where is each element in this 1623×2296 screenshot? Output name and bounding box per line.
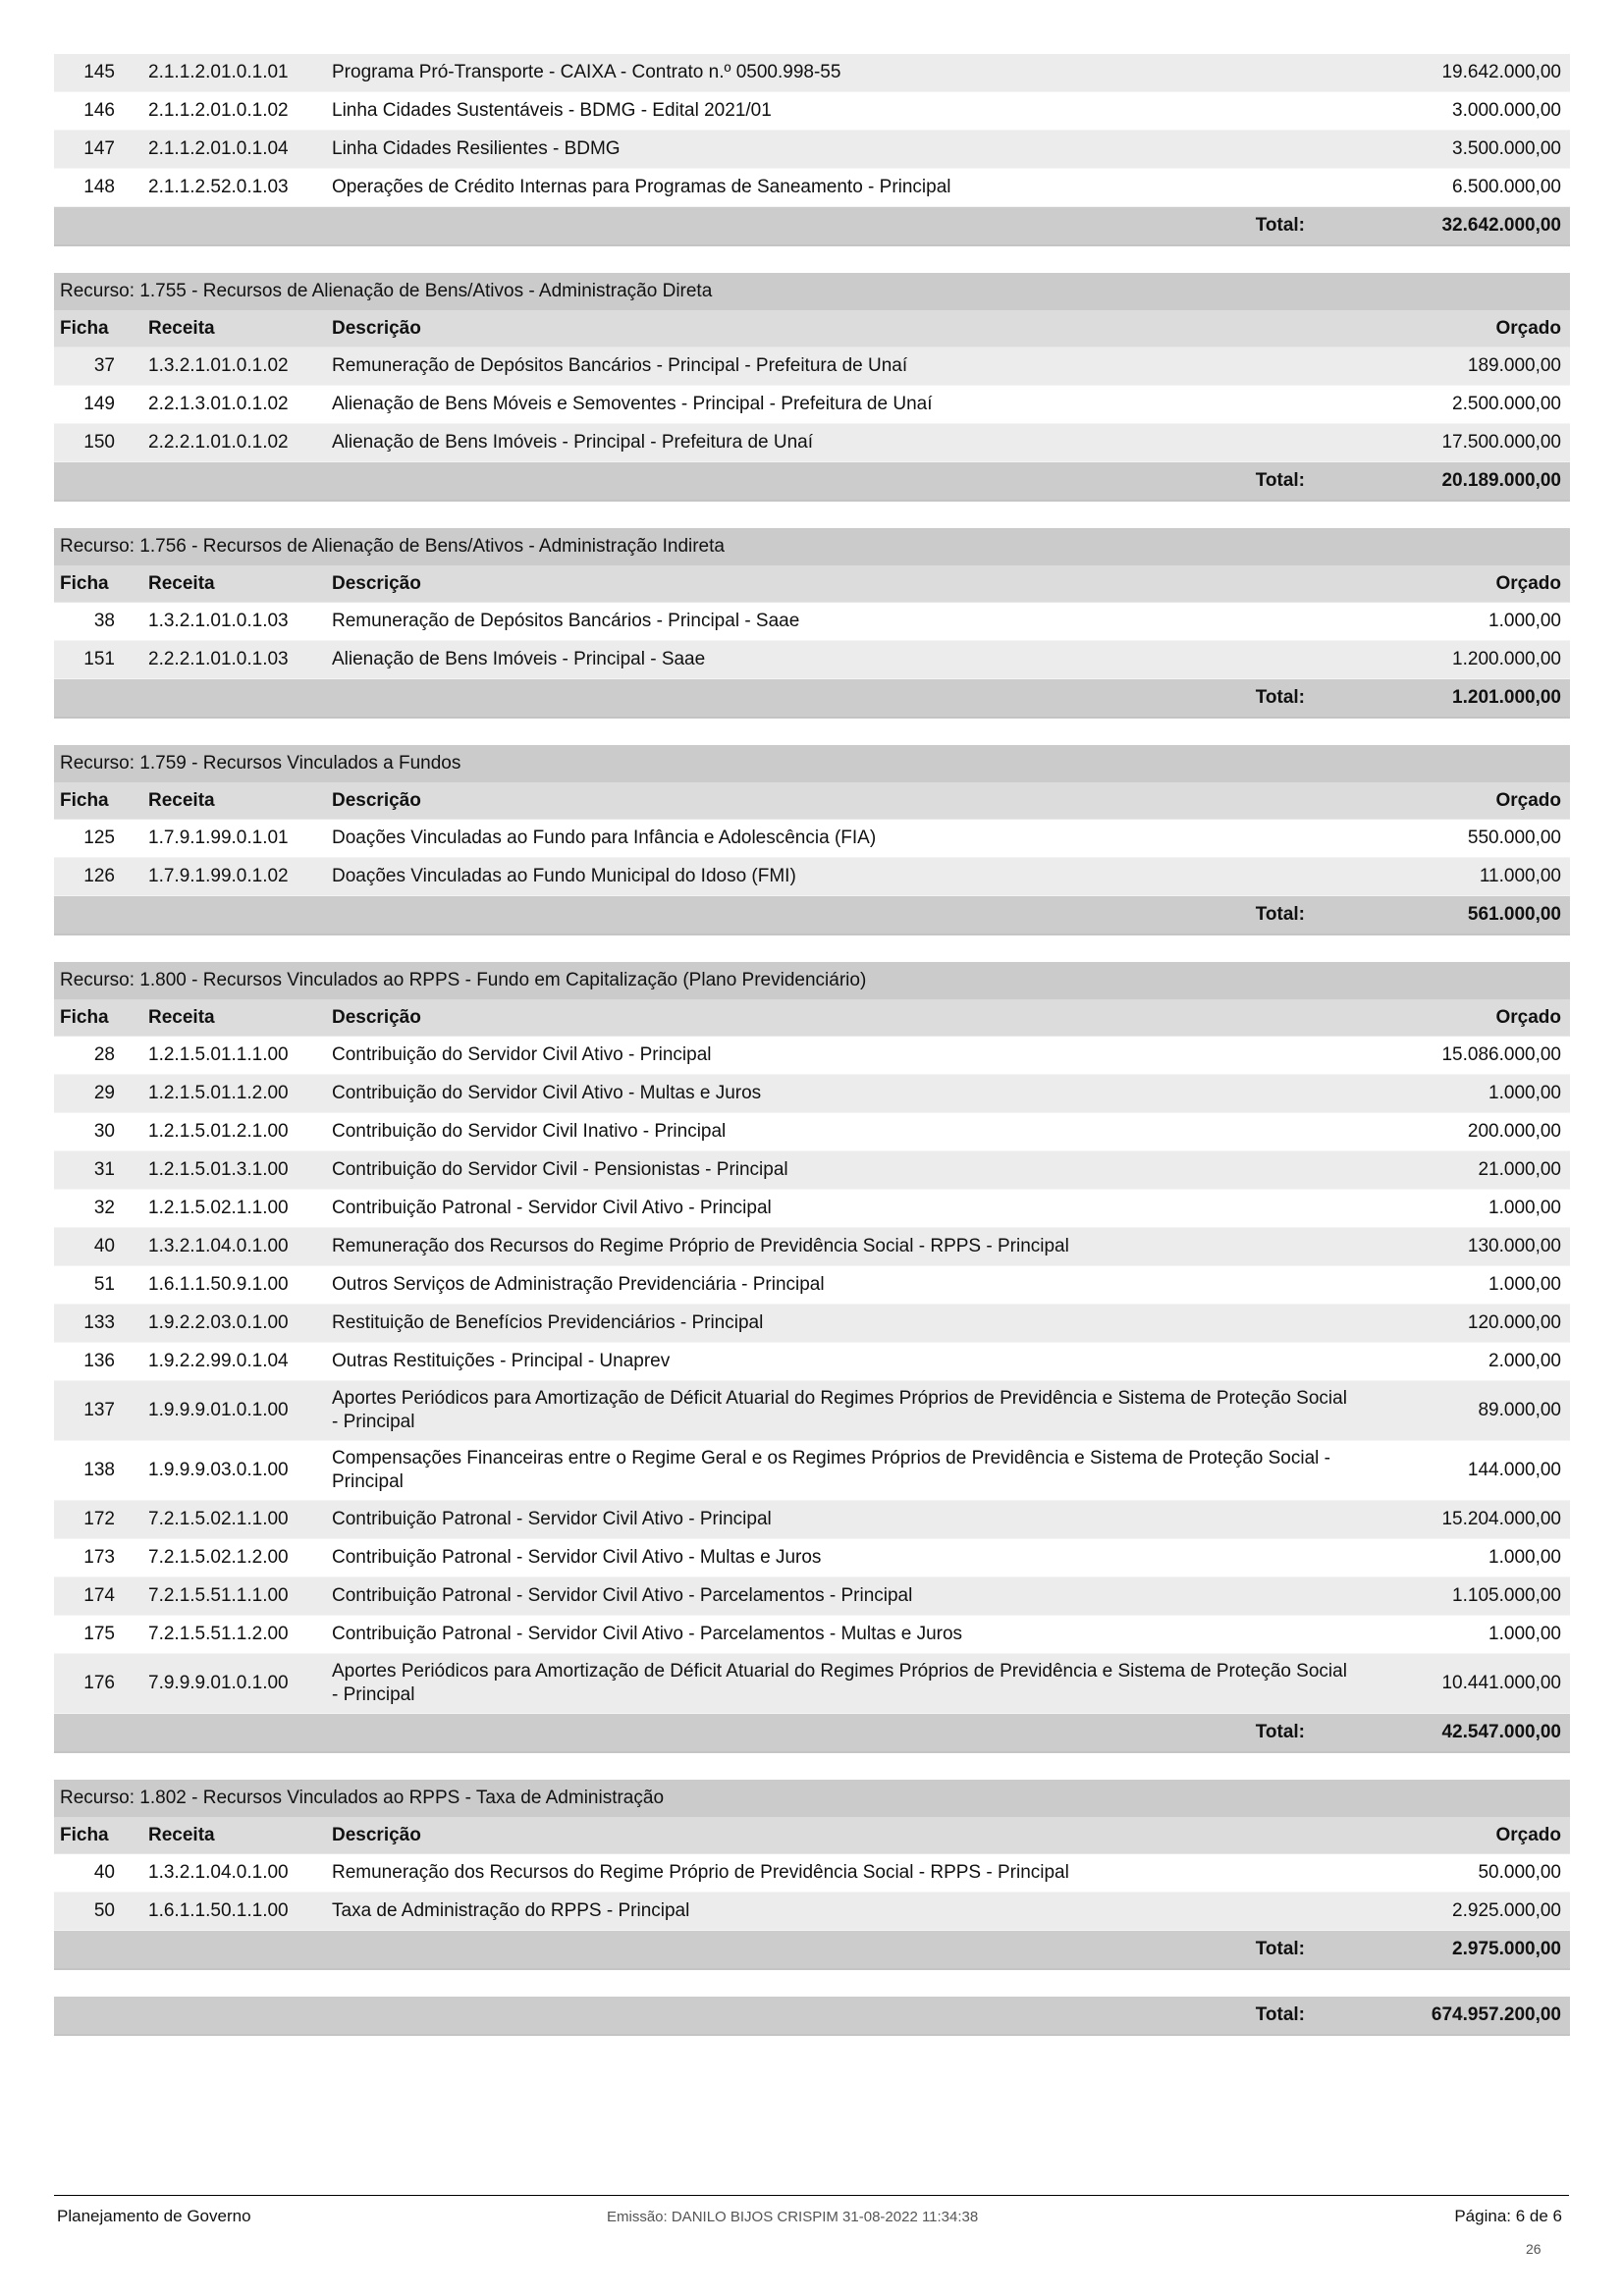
descricao-cell: Programa Pró-Transporte - CAIXA - Contrato n.º 0500.998-55 (332, 62, 841, 82)
section-total-value: 42.547.000,00 (1441, 1722, 1561, 1742)
descricao-cell: Remuneração de Depósitos Bancários - Principal - Prefeitura de Unaí (332, 355, 908, 376)
ficha-cell: 50 (93, 1900, 115, 1921)
resource-section-title: Recurso: 1.800 - Recursos Vinculados ao RPPS - Fundo em Capitalização (Plano Previdenciário) (54, 962, 1570, 999)
descricao-cell: Outros Serviços de Administração Previdenciária - Principal (332, 1274, 825, 1295)
table-row (54, 54, 1570, 92)
table-row (54, 131, 1570, 169)
descricao-cell: Taxa de Administração do RPPS - Principal (332, 1900, 690, 1921)
column-header-row (54, 782, 1570, 820)
receita-code-cell: 2.1.1.2.01.0.1.04 (148, 138, 289, 159)
ficha-cell: 40 (93, 1236, 115, 1256)
receita-code-cell: 7.2.1.5.02.1.2.00 (148, 1547, 289, 1568)
receita-code-cell: 1.2.1.5.01.1.1.00 (148, 1044, 289, 1065)
column-header-descricao: Descrição (332, 1824, 421, 1845)
resource-section (54, 528, 1570, 719)
receita-code-cell: 7.2.1.5.51.1.1.00 (148, 1585, 289, 1606)
footer-pagination: Página: 6 de 6 (1454, 2207, 1562, 2225)
table-row (54, 1654, 1570, 1714)
orcado-value-cell: 3.000.000,00 (1452, 100, 1561, 121)
table-row (54, 1305, 1570, 1343)
ficha-cell: 126 (83, 866, 115, 886)
descricao-cell: Contribuição Patronal - Servidor Civil Ativo - Multas e Juros (332, 1547, 822, 1568)
ficha-cell: 51 (93, 1274, 115, 1295)
orcado-value-cell: 89.000,00 (1478, 1400, 1561, 1420)
orcado-value-cell: 2.000,00 (1488, 1351, 1561, 1371)
ficha-cell: 175 (83, 1624, 115, 1644)
orcado-value-cell: 11.000,00 (1479, 866, 1561, 886)
table-row (54, 1228, 1570, 1266)
column-header-receita: Receita (148, 572, 215, 594)
column-header-row (54, 565, 1570, 603)
receita-code-cell: 2.2.2.1.01.0.1.02 (148, 432, 289, 453)
orcado-value-cell: 1.000,00 (1488, 1198, 1561, 1218)
receita-code-cell: 1.3.2.1.04.0.1.00 (148, 1862, 289, 1883)
footer-department: Planejamento de Governo (57, 2207, 251, 2225)
receita-code-cell: 1.9.9.9.01.0.1.00 (148, 1400, 289, 1420)
orcado-value-cell: 10.441.000,00 (1441, 1673, 1561, 1693)
section-total-value: 1.201.000,00 (1452, 687, 1561, 708)
descricao-cell: Doações Vinculadas ao Fundo Municipal do Idoso (FMI) (332, 866, 796, 886)
footer-emission-info: Emissão: DANILO BIJOS CRISPIM 31-08-2022 11:34:38 (607, 2209, 979, 2225)
section-total-row (54, 462, 1570, 502)
section-total-row (54, 1931, 1570, 1970)
section-total-row (54, 207, 1570, 246)
column-header-receita: Receita (148, 1006, 215, 1028)
table-row (54, 169, 1570, 207)
footer-divider (54, 2195, 1569, 2196)
table-row (54, 1616, 1570, 1654)
orcado-value-cell: 144.000,00 (1467, 1460, 1561, 1480)
orcado-value-cell: 2.925.000,00 (1452, 1900, 1561, 1921)
table-row (54, 603, 1570, 641)
table-row (54, 1893, 1570, 1931)
descricao-cell: Aportes Periódicos para Amortização de Déficit Atuarial do Regimes Próprios de Previdência e Sistema de Proteção Social - Principal (332, 1661, 1347, 1705)
column-header-ficha: Ficha (60, 317, 109, 339)
receita-code-cell: 1.9.2.2.03.0.1.00 (148, 1312, 289, 1333)
orcado-value-cell: 21.000,00 (1478, 1159, 1561, 1180)
column-header-ficha: Ficha (60, 1006, 109, 1028)
receita-code-cell: 1.3.2.1.04.0.1.00 (148, 1236, 289, 1256)
grand-total-label: Total: (1255, 2004, 1305, 2025)
ficha-cell: 31 (93, 1159, 115, 1180)
receita-code-cell: 7.2.1.5.51.1.2.00 (148, 1624, 289, 1644)
revenue-report (54, 54, 1570, 2062)
descricao-cell: Contribuição Patronal - Servidor Civil Ativo - Principal (332, 1509, 772, 1529)
orcado-value-cell: 130.000,00 (1467, 1236, 1561, 1256)
table-row (54, 92, 1570, 131)
ficha-cell: 173 (83, 1547, 115, 1568)
descricao-cell: Contribuição do Servidor Civil Ativo - Multas e Juros (332, 1083, 762, 1103)
resource-section (54, 54, 1570, 246)
table-row (54, 347, 1570, 386)
descricao-cell: Contribuição Patronal - Servidor Civil Ativo - Parcelamentos - Principal (332, 1585, 913, 1606)
column-header-orcado: Orçado (1495, 572, 1561, 594)
receita-code-cell: 1.2.1.5.01.2.1.00 (148, 1121, 289, 1142)
orcado-value-cell: 19.642.000,00 (1441, 62, 1561, 82)
table-row (54, 858, 1570, 896)
receita-code-cell: 1.9.2.2.99.0.1.04 (148, 1351, 289, 1371)
total-label: Total: (1255, 904, 1305, 925)
orcado-value-cell: 17.500.000,00 (1441, 432, 1561, 453)
column-header-receita: Receita (148, 789, 215, 811)
ficha-cell: 176 (83, 1673, 115, 1693)
column-header-descricao: Descrição (332, 317, 421, 339)
ficha-cell: 38 (93, 611, 115, 631)
ficha-cell: 37 (93, 355, 115, 376)
ficha-cell: 149 (83, 394, 115, 414)
receita-code-cell: 1.6.1.1.50.9.1.00 (148, 1274, 289, 1295)
table-row (54, 1441, 1570, 1501)
ficha-cell: 29 (93, 1083, 115, 1103)
descricao-cell: Aportes Periódicos para Amortização de Déficit Atuarial do Regimes Próprios de Previdência e Sistema de Proteção Social - Principal (332, 1388, 1347, 1432)
table-row (54, 1113, 1570, 1151)
table-row (54, 386, 1570, 424)
document-page-number: 26 (1526, 2241, 1542, 2257)
total-label: Total: (1255, 1939, 1305, 1959)
ficha-cell: 40 (93, 1862, 115, 1883)
total-label: Total: (1255, 1722, 1305, 1742)
column-header-row (54, 999, 1570, 1037)
table-row (54, 1266, 1570, 1305)
orcado-value-cell: 200.000,00 (1467, 1121, 1561, 1142)
section-total-value: 20.189.000,00 (1441, 470, 1561, 491)
descricao-cell: Contribuição do Servidor Civil Ativo - Principal (332, 1044, 712, 1065)
ficha-cell: 30 (93, 1121, 115, 1142)
receita-code-cell: 1.2.1.5.01.1.2.00 (148, 1083, 289, 1103)
column-header-receita: Receita (148, 1824, 215, 1845)
resource-section-title: Recurso: 1.759 - Recursos Vinculados a Fundos (54, 745, 1570, 782)
ficha-cell: 138 (83, 1460, 115, 1480)
ficha-cell: 148 (83, 177, 115, 197)
ficha-cell: 28 (93, 1044, 115, 1065)
column-header-ficha: Ficha (60, 789, 109, 811)
section-total-value: 561.000,00 (1467, 904, 1561, 925)
receita-code-cell: 1.7.9.1.99.0.1.01 (148, 828, 289, 848)
resource-section (54, 962, 1570, 1753)
descricao-cell: Contribuição do Servidor Civil Inativo - Principal (332, 1121, 727, 1142)
column-header-descricao: Descrição (332, 1006, 421, 1028)
receita-code-cell: 1.2.1.5.02.1.1.00 (148, 1198, 289, 1218)
table-row (54, 1539, 1570, 1577)
grand-total-section (54, 1997, 1570, 2036)
column-header-ficha: Ficha (60, 572, 109, 594)
orcado-value-cell: 189.000,00 (1467, 355, 1561, 376)
ficha-cell: 172 (83, 1509, 115, 1529)
orcado-value-cell: 2.500.000,00 (1452, 394, 1561, 414)
ficha-cell: 150 (83, 432, 115, 453)
receita-code-cell: 1.2.1.5.01.3.1.00 (148, 1159, 289, 1180)
orcado-value-cell: 1.000,00 (1488, 1274, 1561, 1295)
orcado-value-cell: 550.000,00 (1467, 828, 1561, 848)
descricao-cell: Compensações Financeiras entre o Regime Geral e os Regimes Próprios de Previdência e Sistema de Proteção Social - Principal (332, 1448, 1330, 1492)
receita-code-cell: 7.2.1.5.02.1.1.00 (148, 1509, 289, 1529)
table-row (54, 1854, 1570, 1893)
table-row (54, 1343, 1570, 1381)
table-row (54, 1190, 1570, 1228)
column-header-orcado: Orçado (1495, 1824, 1561, 1845)
receita-code-cell: 1.7.9.1.99.0.1.02 (148, 866, 289, 886)
descricao-cell: Alienação de Bens Imóveis - Principal - Prefeitura de Unaí (332, 432, 814, 453)
orcado-value-cell: 1.000,00 (1488, 1083, 1561, 1103)
ficha-cell: 151 (83, 649, 115, 669)
orcado-value-cell: 6.500.000,00 (1452, 177, 1561, 197)
ficha-cell: 136 (83, 1351, 115, 1371)
section-total-row (54, 896, 1570, 935)
total-label: Total: (1255, 687, 1305, 708)
table-row (54, 820, 1570, 858)
descricao-cell: Remuneração dos Recursos do Regime Próprio de Previdência Social - RPPS - Principal (332, 1236, 1069, 1256)
descricao-cell: Outras Restituições - Principal - Unaprev (332, 1351, 671, 1371)
orcado-value-cell: 1.200.000,00 (1452, 649, 1561, 669)
descricao-cell: Operações de Crédito Internas para Programas de Saneamento - Principal (332, 177, 951, 197)
descricao-cell: Contribuição Patronal - Servidor Civil Ativo - Principal (332, 1198, 772, 1218)
receita-code-cell: 1.9.9.9.03.0.1.00 (148, 1460, 289, 1480)
section-total-row (54, 1714, 1570, 1753)
column-header-orcado: Orçado (1495, 1006, 1561, 1028)
orcado-value-cell: 1.000,00 (1488, 1624, 1561, 1644)
ficha-cell: 137 (83, 1400, 115, 1420)
resource-section-title: Recurso: 1.755 - Recursos de Alienação de Bens/Ativos - Administração Direta (54, 273, 1570, 310)
table-row (54, 1037, 1570, 1075)
orcado-value-cell: 15.086.000,00 (1441, 1044, 1561, 1065)
section-total-row (54, 679, 1570, 719)
table-row (54, 1151, 1570, 1190)
column-header-ficha: Ficha (60, 1824, 109, 1845)
table-row (54, 1075, 1570, 1113)
table-row (54, 641, 1570, 679)
receita-code-cell: 1.6.1.1.50.1.1.00 (148, 1900, 289, 1921)
receita-code-cell: 7.9.9.9.01.0.1.00 (148, 1673, 289, 1693)
descricao-cell: Remuneração dos Recursos do Regime Próprio de Previdência Social - RPPS - Principal (332, 1862, 1069, 1883)
ficha-cell: 145 (83, 62, 115, 82)
total-label: Total: (1255, 215, 1305, 236)
receita-code-cell: 2.1.1.2.01.0.1.01 (148, 62, 289, 82)
column-header-descricao: Descrição (332, 572, 421, 594)
ficha-cell: 147 (83, 138, 115, 159)
ficha-cell: 146 (83, 100, 115, 121)
resource-section (54, 745, 1570, 935)
receita-code-cell: 2.2.1.3.01.0.1.02 (148, 394, 289, 414)
total-label: Total: (1255, 470, 1305, 491)
descricao-cell: Alienação de Bens Imóveis - Principal - Saae (332, 649, 706, 669)
column-header-orcado: Orçado (1495, 789, 1561, 811)
column-header-row (54, 310, 1570, 347)
table-row (54, 1577, 1570, 1616)
orcado-value-cell: 50.000,00 (1478, 1862, 1561, 1883)
column-header-row (54, 1817, 1570, 1854)
ficha-cell: 125 (83, 828, 115, 848)
descricao-cell: Linha Cidades Sustentáveis - BDMG - Edital 2021/01 (332, 100, 772, 121)
grand-total-value: 674.957.200,00 (1431, 2004, 1561, 2025)
descricao-cell: Linha Cidades Resilientes - BDMG (332, 138, 621, 159)
ficha-cell: 32 (93, 1198, 115, 1218)
descricao-cell: Remuneração de Depósitos Bancários - Principal - Saae (332, 611, 800, 631)
resource-section (54, 273, 1570, 502)
ficha-cell: 174 (83, 1585, 115, 1606)
receita-code-cell: 1.3.2.1.01.0.1.02 (148, 355, 289, 376)
section-total-value: 32.642.000,00 (1441, 215, 1561, 236)
table-row (54, 1501, 1570, 1539)
receita-code-cell: 2.2.2.1.01.0.1.03 (148, 649, 289, 669)
descricao-cell: Restituição de Benefícios Previdenciários - Principal (332, 1312, 764, 1333)
column-header-receita: Receita (148, 317, 215, 339)
orcado-value-cell: 1.105.000,00 (1452, 1585, 1561, 1606)
grand-total-row (54, 1997, 1570, 2036)
resource-section-title: Recurso: 1.802 - Recursos Vinculados ao RPPS - Taxa de Administração (54, 1780, 1570, 1817)
descricao-cell: Contribuição do Servidor Civil - Pensionistas - Principal (332, 1159, 788, 1180)
receita-code-cell: 1.3.2.1.01.0.1.03 (148, 611, 289, 631)
resource-section-title: Recurso: 1.756 - Recursos de Alienação de Bens/Ativos - Administração Indireta (54, 528, 1570, 565)
resource-section (54, 1780, 1570, 1970)
descricao-cell: Contribuição Patronal - Servidor Civil Ativo - Parcelamentos - Multas e Juros (332, 1624, 963, 1644)
ficha-cell: 133 (83, 1312, 115, 1333)
column-header-orcado: Orçado (1495, 317, 1561, 339)
orcado-value-cell: 1.000,00 (1488, 1547, 1561, 1568)
section-total-value: 2.975.000,00 (1452, 1939, 1561, 1959)
orcado-value-cell: 15.204.000,00 (1441, 1509, 1561, 1529)
receita-code-cell: 2.1.1.2.01.0.1.02 (148, 100, 289, 121)
orcado-value-cell: 120.000,00 (1467, 1312, 1561, 1333)
table-row (54, 424, 1570, 462)
receita-code-cell: 2.1.1.2.52.0.1.03 (148, 177, 289, 197)
table-row (54, 1381, 1570, 1441)
descricao-cell: Alienação de Bens Móveis e Semoventes - Principal - Prefeitura de Unaí (332, 394, 933, 414)
orcado-value-cell: 1.000,00 (1488, 611, 1561, 631)
orcado-value-cell: 3.500.000,00 (1452, 138, 1561, 159)
column-header-descricao: Descrição (332, 789, 421, 811)
descricao-cell: Doações Vinculadas ao Fundo para Infância e Adolescência (FIA) (332, 828, 877, 848)
